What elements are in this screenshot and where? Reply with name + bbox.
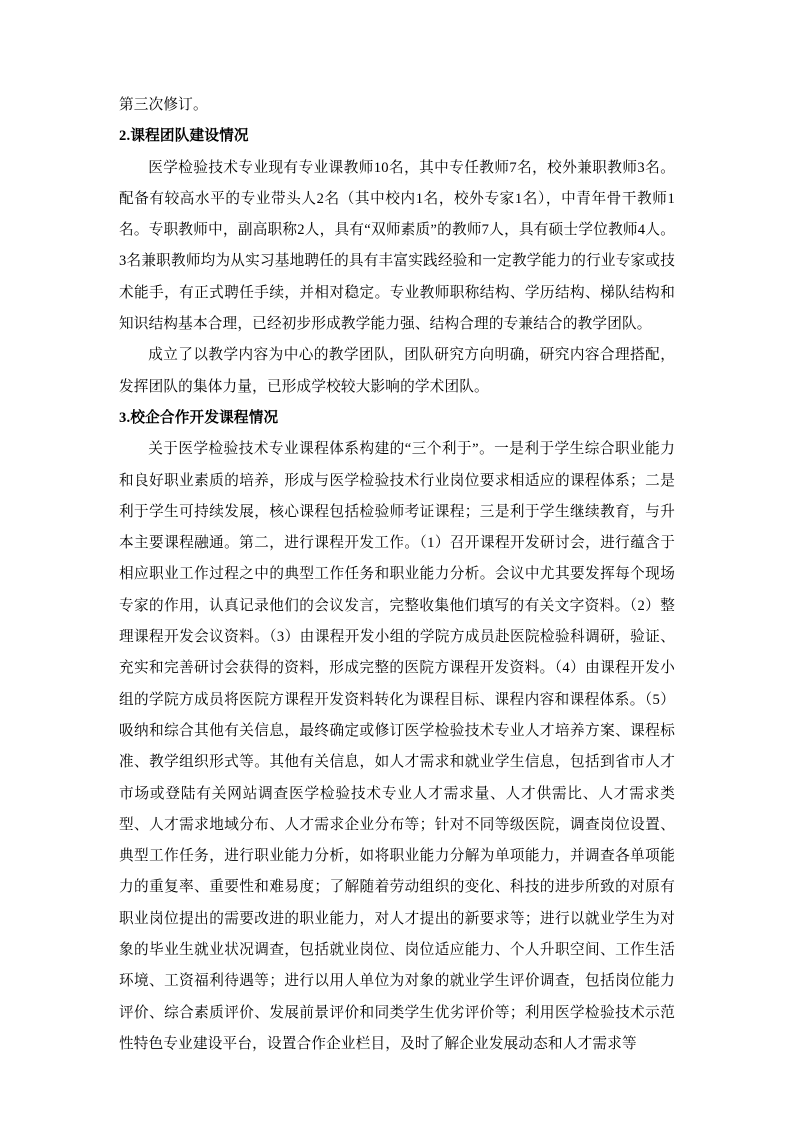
document-content	[119, 90, 675, 1060]
paragraph-course-development: 关于医学检验技术专业课程体系构建的“三个利于”。一是利于学生综合职业能力和良好职业素质的培养，形成与医学检验技术行业岗位要求相适应的课程体系；二是利于学生可持续发展，核心课程包括检验师考证课程；三是利于学生继续教育，与升本主要课程融通。第二，进行课程开发工作。（1）召开课程开发研讨会，进行蕴含于相应职业工作过程之中的典型工作任务和职业能力分析。会议中尤其要发挥每个现场专家的作用，认真记录他们的会议发言，完整收集他们填写的有关文字资料。（2）整理课程开发会议资料。（3）由课程开发小组的学院方成员赴医院检验科调研，验证、充实和完善研讨会获得的资料，形成完整的医院方课程开发资料。（4）由课程开发小组的学院方成员将医院方课程开发资料转化为课程目标、课程内容和课程体系。（5）吸纳和综合其他有关信息，最终确定或修订医学检验技术专业人才培养方案、课程标准、教学组织形式等。其他有关信息，如人才需求和就业学生信息，包括到省市人才市场或登陆有关网站调查医学检验技术专业人才需求量、人才供需比、人才需求类型、人才需求地域分布、人才需求企业分布等；针对不同等级医院，调查岗位设置、典型工作任务，进行职业能力分析，如将职业能力分解为单项能力，并调查各单项能力的重复率、重要性和难易度；了解随着劳动组织的变化、科技的进步所致的对原有职业岗位提出的需要改进的职业能力，对人才提出的新要求等；进行以就业学生为对象的毕业生就业状况调查，包括就业岗位、岗位适应能力、个人升职空间、工作生活环境、工资福利待遇等；进行以用人单位为对象的就业学生评价调查，包括岗位能力评价、综合素质评价、发展前景评价和同类学生优劣评价等；利用医学检验技术示范性特色专业建设平台，设置合作企业栏目，及时了解企业发展动态和人才需求等	[119, 441, 675, 1052]
paragraph-team-composition: 医学检验技术专业现有专业课教师10名，其中专任教师7名，校外兼职教师3名。配备有较高水平的专业带头人2名（其中校内1名，校外专家1名），中青年骨干教师1名。专职教师中，副高职称2人，具有“双师素质”的教师7人，具有硕士学位教师4人。3名兼职教师均为从实习基地聘任的具有丰富实践经验和一定教学能力的行业专家或技术能手，有正式聘任手续，并相对稳定。专业教师职称结构、学历结构、梯队结构和知识结构基本合理，已经初步形成教学能力强、结构合理的专兼结合的教学团队。	[119, 159, 675, 333]
section-heading-course-development: 3.校企合作开发课程情况	[119, 409, 279, 426]
paragraph-revision-note: 第三次修订。	[119, 97, 208, 113]
section-heading-team-building: 2.课程团队建设情况	[119, 128, 249, 145]
paragraph-teaching-team: 成立了以教学内容为中心的教学团队，团队研究方向明确，研究内容合理搭配，发挥团队的集体力量，已形成学校较大影响的学术团队。	[119, 347, 675, 395]
